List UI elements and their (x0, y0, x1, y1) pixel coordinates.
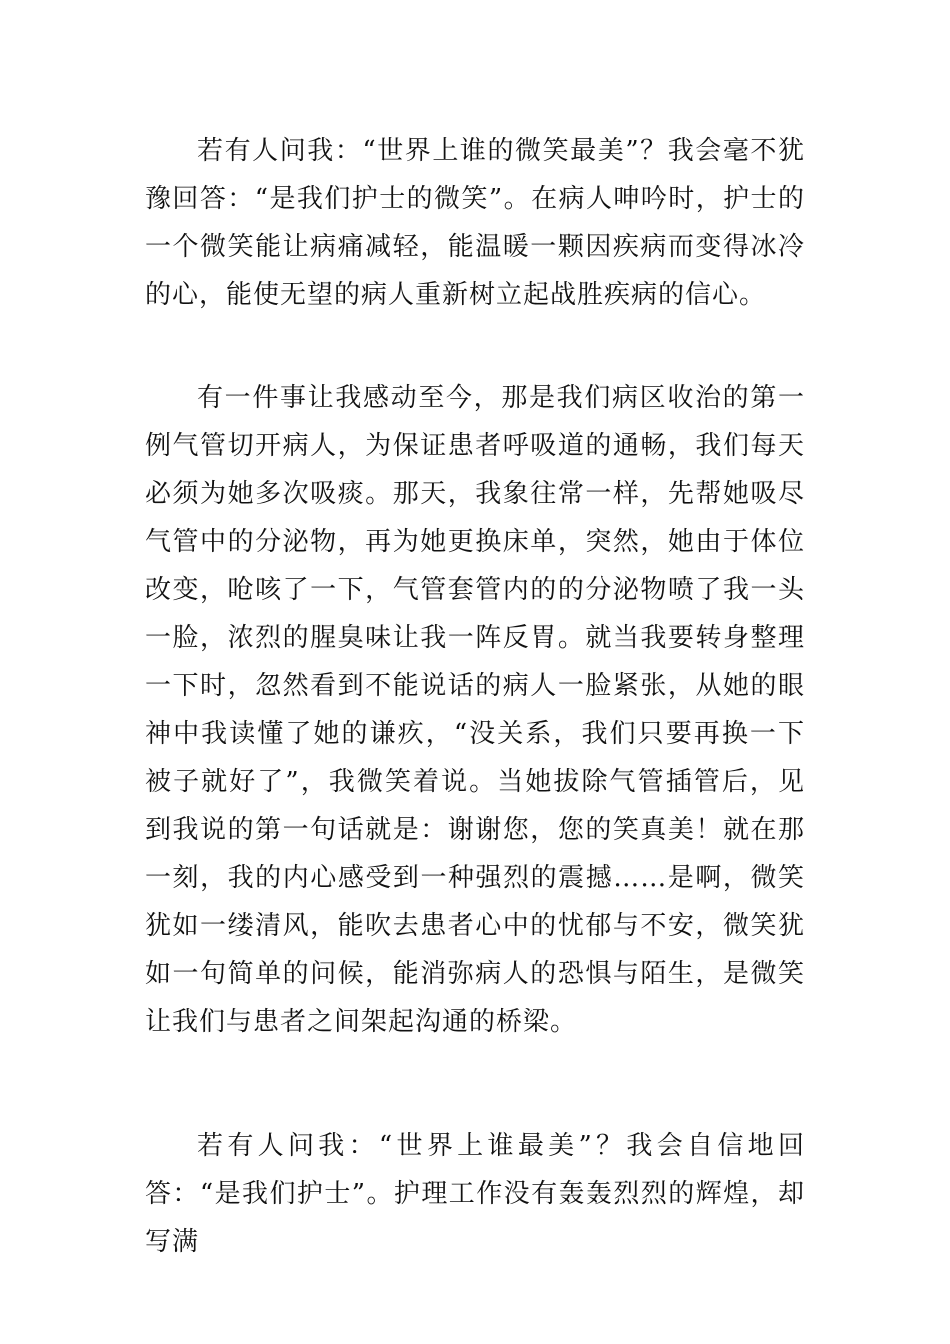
paragraph-2: 有一件事让我感动至今，那是我们病区收治的第一例气管切开病人，为保证患者呼吸道的通畅，我们每天必须为她多次吸痰。那天，我象往常一样，先帮她吸尽气管中的分泌物，再为她更换床单，突然，她由于体位改变，呛咳了一下，气管套管内的的分泌物喷了我一头一脸，浓烈的腥臭味让我一阵反胃。就当我要转身整理一下时，忽然看到不能说话的病人一脸紧张，从她的眼神中我读懂了她的谦疚，“没关系，我们只要再换一下被子就好了”，我微笑着说。当她拔除气管插管后，见到我说的第一句话就是：谢谢您，您的笑真美！就在那一刻，我的内心感受到一种强烈的震撼……是啊，微笑犹如一缕清风，能吹去患者心中的忧郁与不安，微笑犹如一句简单的问候，能消弥病人的恐惧与陌生，是微笑让我们与患者之间架起沟通的桥梁。 (145, 383, 805, 1037)
paragraph-1: 若有人问我：“世界上谁的微笑最美”？我会毫不犹豫回答：“是我们护士的微笑”。在病人呻吟时，护士的一个微笑能让病痛减轻，能温暖一颗因疾病而变得冰冷的心，能使无望的病人重新树立起战胜疾病的信心。 (145, 136, 805, 310)
paragraph-3: 若有人问我：“世界上谁最美”？我会自信地回答：“是我们护士”。护理工作没有轰轰烈烈的辉煌，却写满 (145, 1131, 805, 1257)
